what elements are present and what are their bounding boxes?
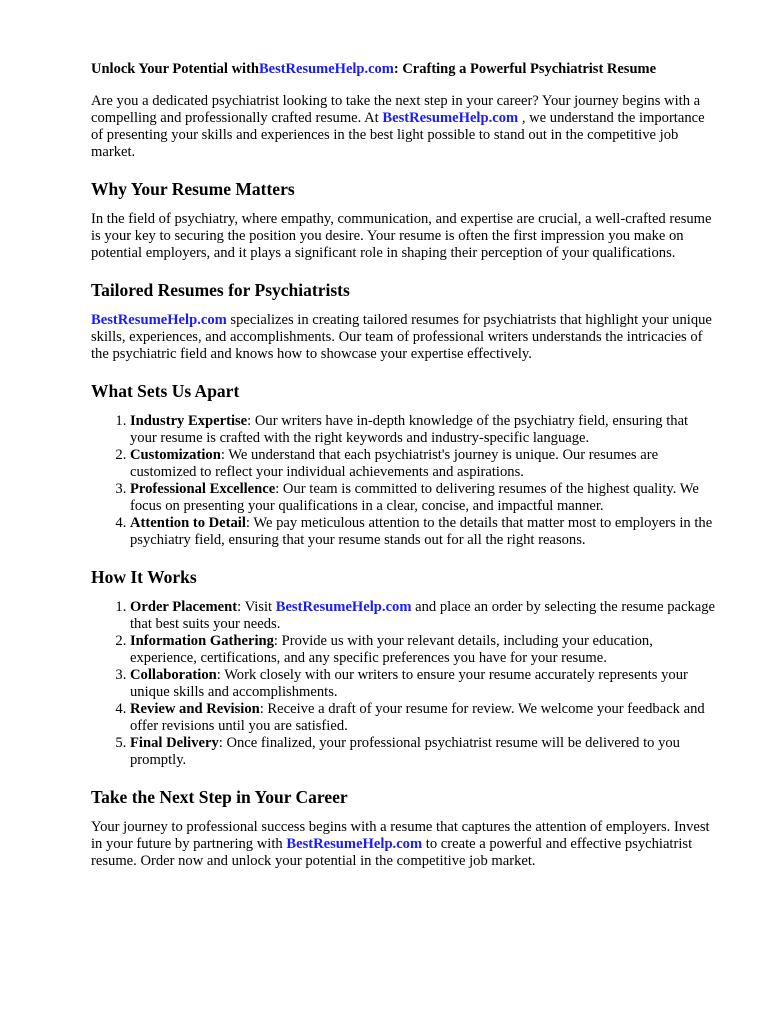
intro-text-2: , we understand the importance of presenting your skills and experiences in the best light possible to stand out in the competitive job market. [91, 110, 705, 160]
order-link[interactable]: BestResumeHelp.com [275, 599, 412, 615]
list-item-term: Attention to Detail [130, 515, 246, 531]
title-suffix: : Crafting a Powerful Psychiatrist Resume [393, 61, 657, 77]
list-item-term: Industry Expertise [130, 413, 248, 429]
why-heading: Why Your Resume Matters [91, 179, 295, 199]
list-item [130, 599, 718, 633]
document-title [91, 60, 718, 79]
list-item-term: Final Delivery [130, 735, 219, 751]
list-item [130, 735, 718, 769]
list-item-text: and place an order by selecting the resume package that best suits your needs. [130, 599, 715, 632]
list-item-term: Review and Revision [130, 701, 260, 717]
list-item [130, 701, 718, 735]
next-link[interactable]: BestResumeHelp.com [286, 836, 423, 852]
list-item-text: : Once finalized, your professional psychiatrist resume will be delivered to you promptly. [130, 735, 680, 768]
next-paragraph [91, 819, 718, 870]
intro-link[interactable]: BestResumeHelp.com [382, 110, 519, 126]
list-item [130, 515, 718, 549]
list-item-term: Customization [130, 447, 221, 463]
apart-heading: What Sets Us Apart [91, 381, 240, 401]
list-item [130, 667, 718, 701]
list-item-text: : We pay meticulous attention to the details that matter most to employers in the psychiatry field, ensuring that your resume stands out for all the right reasons. [130, 515, 713, 548]
next-text-1: Your journey to professional success begins with a resume that captures the attention of employers. Invest in your future by partnering with [91, 819, 710, 852]
tailored-link[interactable]: BestResumeHelp.com [91, 312, 227, 328]
list-item-term: Collaboration [130, 667, 217, 683]
tailored-text: specializes in creating tailored resumes for psychiatrists that highlight your unique skills, experiences, and accomplishments. Our team of professional writers understands the intricacies of the psychiatric field and knows how to showcase your expertise effectively. [91, 312, 712, 362]
why-paragraph: In the field of psychiatry, where empathy, communication, and expertise are crucial, a well-crafted resume is your key to securing the position you desire. Your resume is often the first impression you make on potential employers, and it plays a significant role in shaping their perception of your qualifications. [91, 211, 712, 261]
tailored-paragraph [91, 312, 718, 363]
list-item-text: : We understand that each psychiatrist's journey is unique. Our resumes are customized to reflect your individual achievements and aspirations. [130, 447, 659, 480]
next-text-2: to create a powerful and effective psychiatrist resume. Order now and unlock your potential in the competitive job market. [91, 836, 693, 869]
list-item-term: Professional Excellence [130, 481, 276, 497]
list-item-text: : Provide us with your relevant details, including your education, experience, certifications, and any specific preferences you have for your resume. [130, 633, 653, 666]
list-item-text: : Visit [237, 599, 276, 615]
next-heading: Take the Next Step in Your Career [91, 787, 348, 807]
list-item [130, 633, 718, 667]
apart-list [91, 413, 718, 549]
tailored-heading: Tailored Resumes for Psychiatrists [91, 280, 350, 300]
list-item [130, 481, 718, 515]
how-list [91, 599, 718, 769]
list-item [130, 413, 718, 447]
intro-text-1: Are you a dedicated psychiatrist looking to take the next step in your career? Your journey begins with a compelling and professionally crafted resume. At [91, 93, 701, 126]
intro-paragraph [91, 93, 718, 161]
title-link[interactable]: BestResumeHelp.com [258, 61, 394, 77]
list-item-text: : Receive a draft of your resume for review. We welcome your feedback and offer revisions until you are satisfied. [130, 701, 705, 734]
list-item-text: : Work closely with our writers to ensure your resume accurately represents your unique skills and accomplishments. [130, 667, 688, 700]
list-item [130, 447, 718, 481]
list-item-term: Order Placement [130, 599, 238, 615]
title-prefix: Unlock Your Potential with [91, 61, 259, 77]
list-item-text: : Our team is committed to delivering resumes of the highest quality. We focus on presenting your qualifications in a clear, concise, and impactful manner. [130, 481, 699, 514]
list-item-term: Information Gathering [130, 633, 274, 649]
list-item-text: : Our writers have in-depth knowledge of the psychiatry field, ensuring that your resume is crafted with the right keywords and industry-specific language. [130, 413, 689, 446]
how-heading: How It Works [91, 567, 197, 587]
